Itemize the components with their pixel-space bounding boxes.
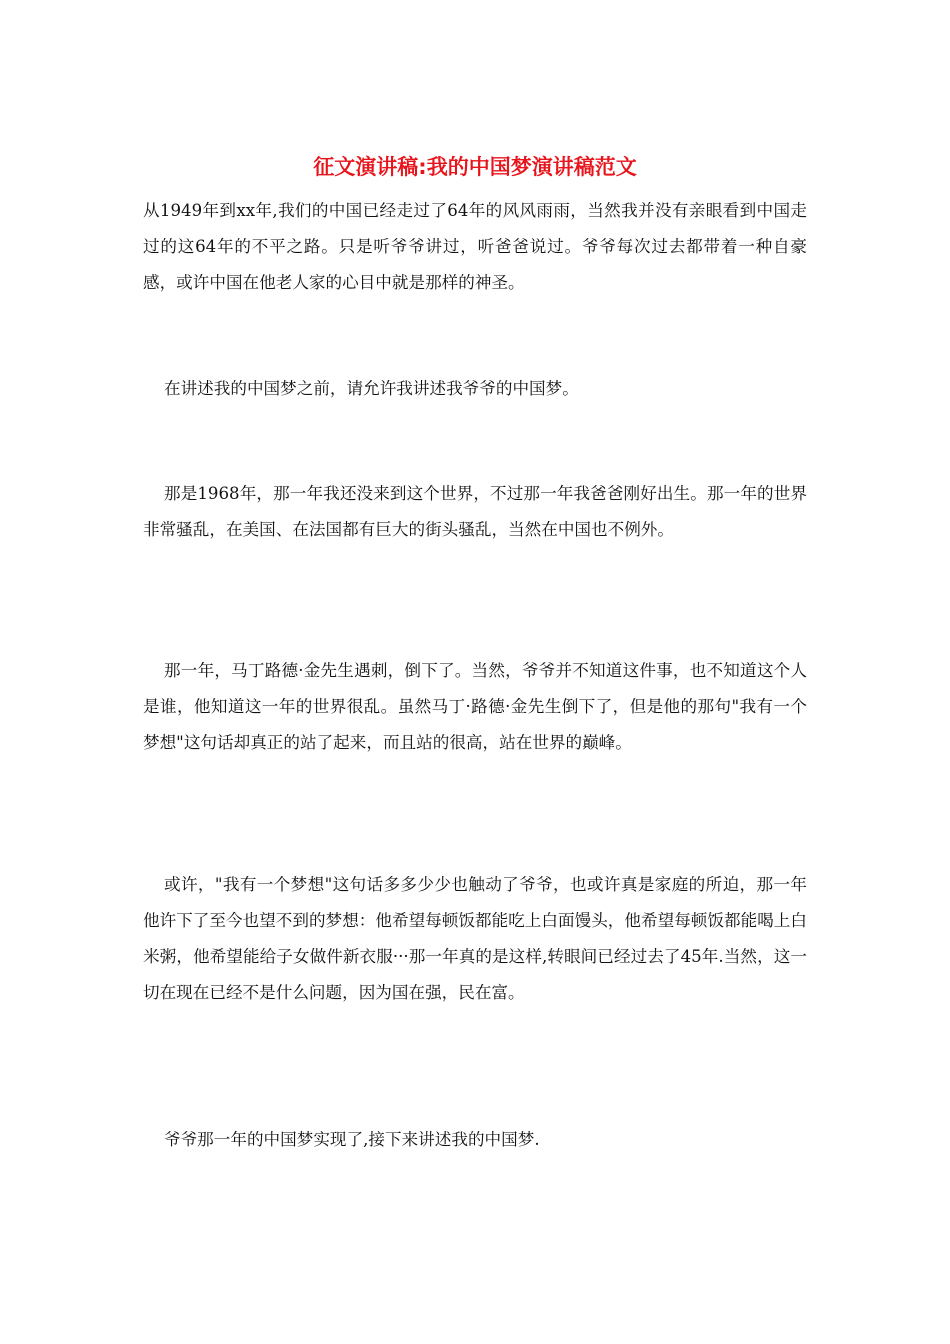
paragraph-6: 爷爷那一年的中国梦实现了,接下来讲述我的中国梦. (164, 1130, 540, 1149)
paragraph-4: 那一年，马丁路德·金先生遇刺，倒下了。当然，爷爷并不知道这件事，也不知道这个人是谁，他知道这一年的世界很乱。虽然马丁·路德·金先生倒下了，但是他的那句"我有一个梦想"这句话却真正的站了起来，而且站的很高，站在世界的巅峰。 (143, 661, 807, 752)
paragraph-1: 从1949年到xx年,我们的中国已经走过了64年的风风雨雨，当然我并没有亲眼看到中国走过的这64年的不平之路。只是听爷爷讲过，听爸爸说过。爷爷每次过去都带着一种自豪感，或许中国在他老人家的心目中就是那样的神圣。 (143, 201, 807, 292)
paragraph-5: 或许，"我有一个梦想"这句话多多少少也触动了爷爷，也或许真是家庭的所迫，那一年他许下了至今也望不到的梦想：他希望每顿饭都能吃上白面馒头，他希望每顿饭都能喝上白米粥，他希望能给子女做件新衣服···那一年真的是这样,转眼间已经过去了45年.当然，这一切在现在已经不是什么问题，因为国在强，民在富。 (143, 875, 807, 1002)
document-title: 征文演讲稿:我的中国梦演讲稿范文 (313, 155, 637, 179)
paragraph-2: 在讲述我的中国梦之前，请允许我讲述我爷爷的中国梦。 (164, 379, 579, 398)
paragraph-3: 那是1968年，那一年我还没来到这个世界，不过那一年我爸爸刚好出生。那一年的世界非常骚乱，在美国、在法国都有巨大的街头骚乱，当然在中国也不例外。 (143, 484, 807, 539)
